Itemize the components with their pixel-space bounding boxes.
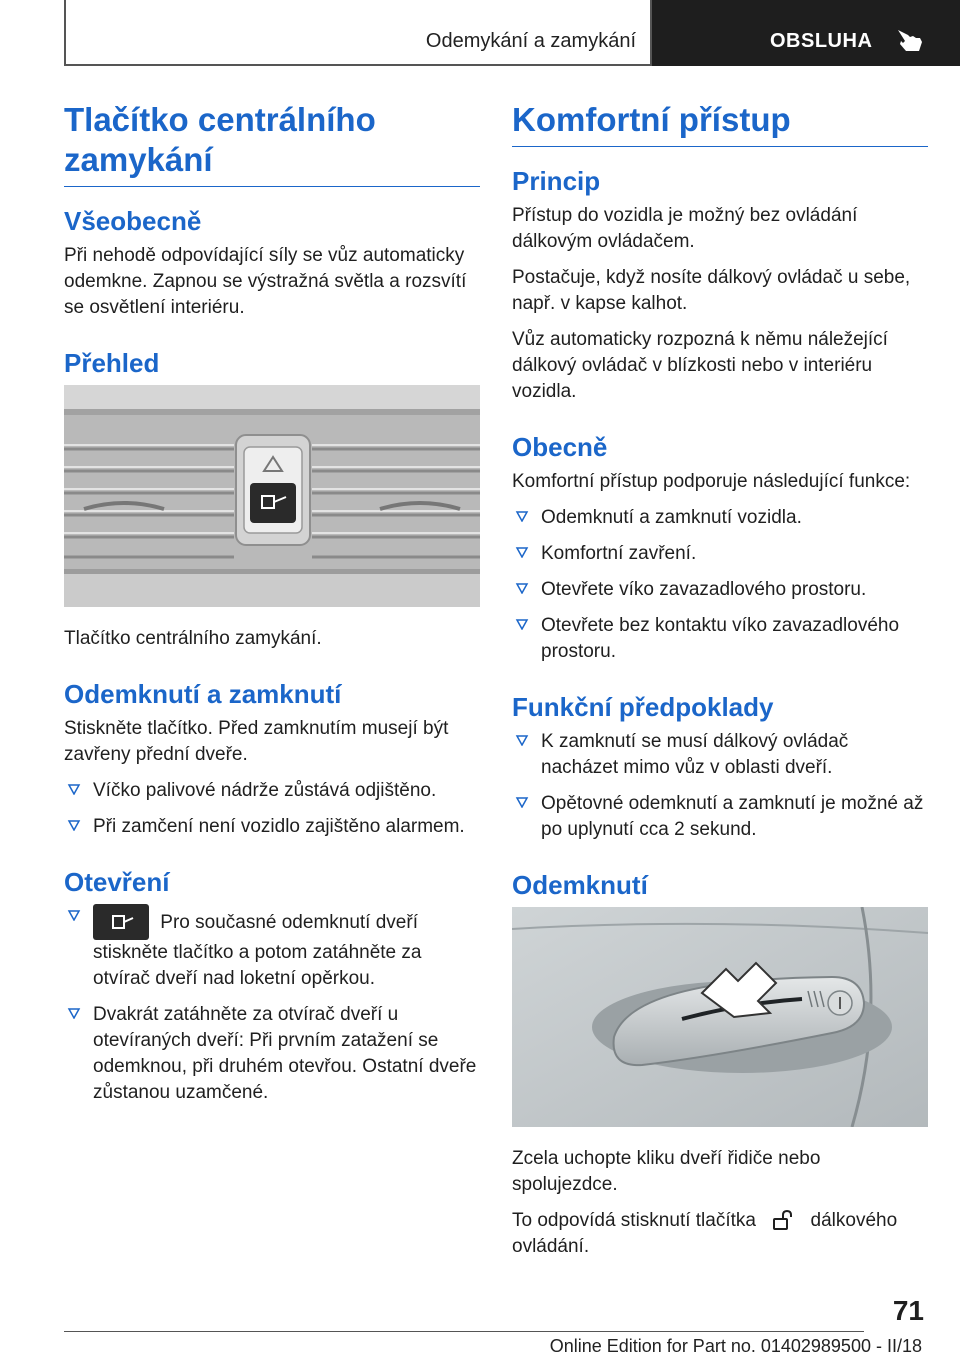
header-divider-bottom [64, 64, 652, 66]
heading-unlock-lock: Odemknutí a zamknutí [64, 679, 342, 709]
list-item-text: Otevřete víko zavazadlového prostoru. [541, 579, 867, 600]
central-lock-button-figure [64, 385, 480, 612]
triangle-bullet-icon [515, 544, 529, 558]
list-item-text: Opětovné odemknutí a zamknutí je možné až po uplynutí cca 2 sekund. [541, 793, 924, 840]
unlocking-text-after: dálkového ovládání. [512, 1210, 898, 1257]
heading-general-right: Obecně [512, 432, 608, 462]
principle-text-2: Postačuje, když nosíte dálkový ovládač u sebe, např. v kapse kalhot. [512, 267, 911, 314]
chapter-title: Odemykání a zamykání [425, 30, 636, 52]
unlock-lock-list [64, 778, 480, 840]
left-section-title: Tlačítko centrálního zamykání [64, 100, 480, 187]
dashboard-vents-illustration [64, 385, 480, 607]
opening-list [64, 904, 480, 1106]
door-handle-illustration [512, 907, 928, 1127]
overview-caption: Tlačítko centrálního zamykání. [64, 628, 322, 649]
list-item-text: K zamknutí se musí dálkový ovládač nacházet mimo vůz v oblasti dveří. [541, 731, 849, 778]
edition-note: Online Edition for Part no. 01402989500 - II/18 [549, 1336, 922, 1356]
list-item [64, 904, 480, 992]
list-item-text: Otevřete bez kontaktu víko zavazadlového prostoru. [541, 615, 900, 662]
list-item [64, 778, 480, 804]
unlock-lock-text: Stiskněte tlačítko. Před zamknutím musejí být zavřeny přední dveře. [64, 718, 449, 765]
general-right-text: Komfortní přístup podporuje následující funkce: [512, 471, 911, 492]
triangle-bullet-icon [67, 817, 81, 831]
footer-divider [64, 1331, 864, 1332]
requirements-list [512, 729, 928, 843]
triangle-bullet-icon [67, 781, 81, 795]
section-label: OBSLUHA [770, 30, 873, 52]
general-text: Při nehodě odpovídající síly se vůz automaticky odemkne. Zapnou se výstražná světla a rozsvítí se osvětlení interiéru. [64, 245, 467, 318]
right-column [512, 100, 928, 1270]
triangle-bullet-icon [515, 508, 529, 522]
list-item [512, 577, 928, 603]
list-item [512, 541, 928, 567]
triangle-bullet-icon [67, 1005, 81, 1019]
heading-requirements: Funkční předpoklady [512, 692, 774, 722]
list-item [512, 613, 928, 665]
unlocking-text [512, 1208, 928, 1260]
page-number: 71 [892, 1295, 924, 1326]
triangle-bullet-icon [515, 794, 529, 808]
list-item [64, 814, 480, 840]
triangle-bullet-icon [515, 616, 529, 630]
heading-overview: Přehled [64, 348, 160, 378]
triangle-bullet-icon [515, 732, 529, 746]
door-handle-figure [512, 907, 928, 1132]
page-header [0, 0, 960, 66]
list-item [512, 729, 928, 781]
right-section-title: Komfortní přístup [512, 100, 928, 147]
functions-list [512, 505, 928, 665]
triangle-bullet-icon [515, 580, 529, 594]
list-item-text: Při zamčení není vozidlo zajištěno alarmem. [93, 816, 465, 837]
triangle-bullet-icon [67, 907, 81, 921]
list-item-text: Dvakrát zatáhněte za otvírač dveří u otevíraných dveří: Při prvním zatažení se odemknou, při druhém otevřou. Ostatní dveře zůstanou uzamčené. [93, 1004, 477, 1103]
heading-general: Všeobecně [64, 206, 202, 236]
left-column [64, 100, 480, 1116]
heading-principle: Princip [512, 166, 601, 196]
section-tab [652, 0, 960, 66]
list-item [512, 505, 928, 531]
unlocking-text-before: To odpovídá stisknutí tlačítka [512, 1210, 756, 1231]
list-item-text: Pro současné odemknutí dveří stiskněte tlačítko a potom zatáhněte za otvírač dveří nad loketní opěrkou. [93, 912, 422, 989]
list-item [512, 791, 928, 843]
heading-unlocking: Odemknutí [512, 870, 648, 900]
heading-opening: Otevření [64, 867, 170, 897]
list-item-text: Odemknutí a zamknutí vozidla. [541, 507, 802, 528]
list-item-text: Komfortní zavření. [541, 543, 697, 564]
principle-text-3: Vůz automaticky rozpozná k němu náležející dálkový ovládač v blízkosti nebo v interiéru vozidla. [512, 329, 888, 402]
principle-text-1: Přístup do vozidla je možný bez ovládání dálkovým ovládačem. [512, 205, 858, 252]
hand-pointer-icon [892, 26, 926, 54]
unlocking-caption: Zcela uchopte kliku dveří řidiče nebo spolujezdce. [512, 1148, 821, 1195]
list-item-text: Víčko palivové nádrže zůstává odjištěno. [93, 780, 437, 801]
list-item [64, 1002, 480, 1106]
unlock-padlock-icon [771, 1208, 795, 1232]
central-lock-button-icon [93, 904, 149, 940]
